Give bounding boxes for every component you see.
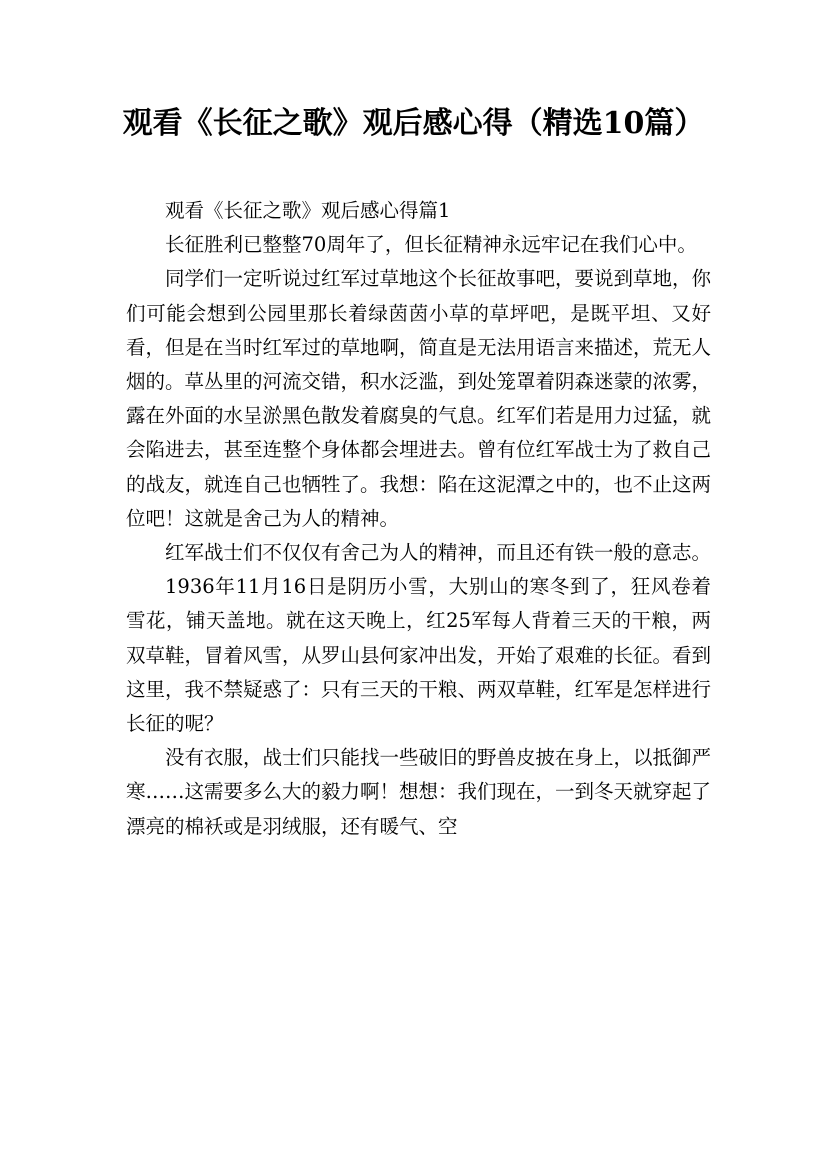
paragraph: 红军战士们不仅仅有舍己为人的精神，而且还有铁一般的意志。 [165,541,712,565]
document-title: 观看《长征之歌》观后感心得（精选10篇） [122,106,705,141]
paragraph: 没有衣服，战士们只能找一些破旧的野兽皮披在身上，以抵御严寒……这需要多么大的毅力啊！想想：我们现在，一到冬天就穿起了漂亮的棉袄或是羽绒服，还有暖气、空 [126,746,712,838]
document-body [126,194,711,844]
section-heading: 观看《长征之歌》观后感心得篇1 [165,199,451,222]
paragraph: 1936年11月16日是阴历小雪，大别山的寒冬到了，狂风卷着雪花，铺天盖地。就在这天晚上，红25军每人背着三天的干粮，两双草鞋，冒着风雪，从罗山县何家冲出发，开始了艰难的长征。看到这里，我不禁疑惑了：只有三天的干粮、两双草鞋，红军是怎样进行长征的呢？ [126,575,712,736]
paragraph: 同学们一定听说过红军过草地这个长征故事吧，要说到草地，你们可能会想到公园里那长着绿茵茵小草的草坪吧，是既平坦、又好看，但是在当时红军过的草地啊，简直是无法用语言来描述，荒无人烟的。草丛里的河流交错，积水泛滥，到处笼罩着阴森迷蒙的浓雾，露在外面的水呈淤黑色散发着腐臭的气息。红军们若是用力过猛，就会陷进去，甚至连整个身体都会埋进去。曾有位红军战士为了救自己的战友，就连自己也牺牲了。我想：陷在这泥潭之中的，也不止这两位吧！这就是舍己为人的精神。 [126,267,712,530]
paragraph: 长征胜利已整整70周年了，但长征精神永远牢记在我们心中。 [165,233,697,257]
